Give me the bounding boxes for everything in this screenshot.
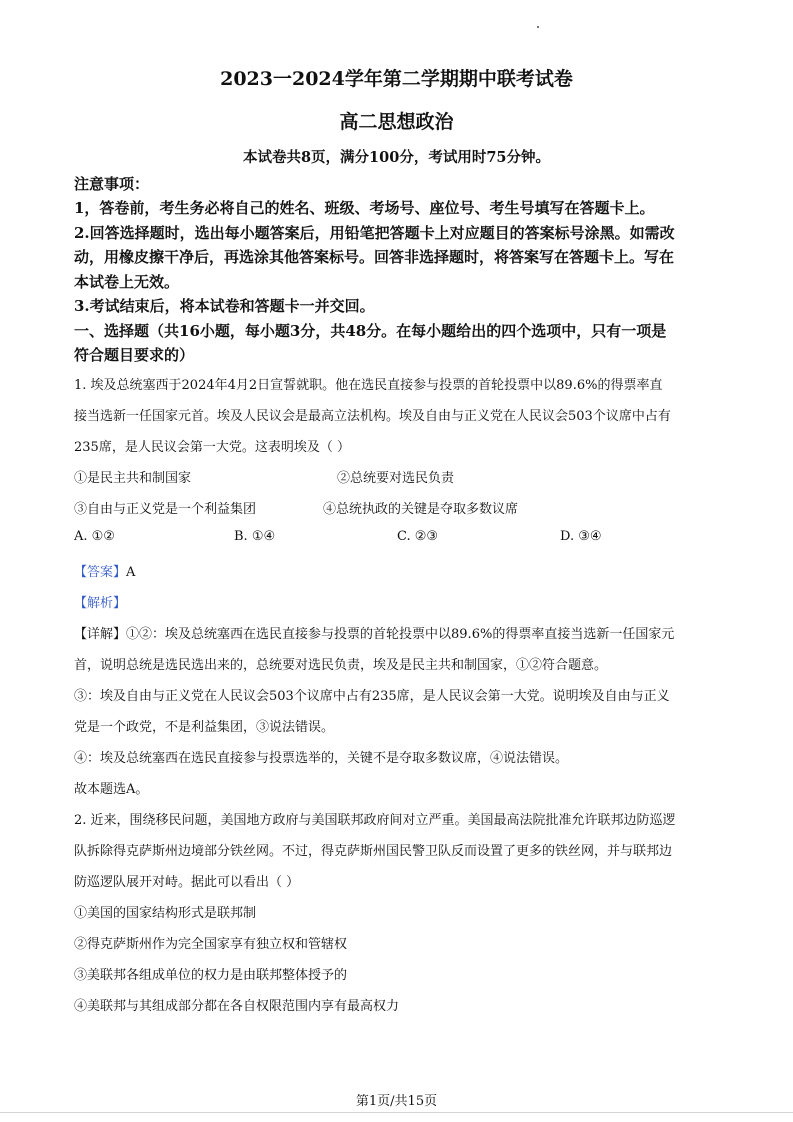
notice-line: 1，答卷前，考生务必将自己的姓名、班级、考场号、座位号、考生号填写在答题卡上。 bbox=[74, 199, 655, 217]
notice-line: 动，用橡皮擦干净后，再选涂其他答案标号。回答非选择题时，将答案写在答题卡上。写在 bbox=[74, 248, 675, 266]
detail-line: 首，说明总统是选民选出来的，总统要对选民负责，埃及是民主共和制国家，①②符合题意。 bbox=[74, 658, 608, 673]
statement-option: ④总统执政的关键是夺取多数议席 bbox=[323, 502, 519, 517]
exam-info: 本试卷共8页，满分100分，考试用时75分钟。 bbox=[242, 149, 551, 166]
exam-title: 2023一2024学年第二学期期中联考试卷 bbox=[220, 68, 573, 90]
choice-d: D. ③④ bbox=[560, 529, 602, 544]
statement-option: ①美国的国家结构形式是联邦制 bbox=[74, 906, 257, 921]
notice-line: 2.回答选择题时，选出每小题答案后，用铅笔把答题卡上对应题目的答案标号涂黑。如需改 bbox=[74, 224, 675, 242]
notice-heading: 注意事项： bbox=[74, 175, 150, 193]
detail-text: ①②：埃及总统塞西在选民直接参与投票的首轮投票中以89.6%的得票率直接当选新一任国家元 bbox=[126, 627, 675, 642]
statement-option: ③美联邦各组成单位的权力是由联邦整体授予的 bbox=[74, 968, 348, 983]
detail-line: ③：埃及自由与正义党在人民议会503个议席中占有235席，是人民议会第一大党。说明埃及自由与正义 bbox=[74, 689, 670, 704]
answer-value: A bbox=[126, 565, 136, 580]
question-text: 队拆除得克萨斯州边境部分铁丝网。不过，得克萨斯州国民警卫队反而设置了更多的铁丝网，并与联邦边 bbox=[74, 844, 673, 859]
question-text: 1. 埃及总统塞西于2024年4月2日宣誓就职。他在选民直接参与投票的首轮投票中以89.6%的得票率直 bbox=[74, 378, 663, 393]
answer-tag: 【答案】 bbox=[74, 565, 127, 580]
detail-line: 故本题选A。 bbox=[74, 782, 149, 797]
detail-line: ④：埃及总统塞西在选民直接参与投票选举的，关键不是夺取多数议席，④说法错误。 bbox=[74, 751, 569, 766]
section-heading: 一、选择题（共16小题，每小题3分，共48分。在每小题给出的四个选项中，只有一项是 bbox=[74, 322, 667, 340]
detail-line bbox=[74, 623, 674, 642]
detail-tag: 【详解】 bbox=[74, 627, 127, 642]
question-text: 235席，是人民议会第一大党。这表明埃及（ ） bbox=[74, 440, 350, 455]
choice-a: A. ①② bbox=[74, 529, 115, 544]
statement-option: ②得克萨斯州作为完全国家享有独立权和管辖权 bbox=[74, 937, 348, 952]
statement-option: ①是民主共和制国家 bbox=[74, 471, 192, 486]
notice-line: 3.考试结束后，将本试卷和答题卡一并交回。 bbox=[74, 297, 375, 315]
statement-option: ③自由与正义党是一个利益集团 bbox=[74, 502, 257, 517]
question-text: 2. 近来，围绕移民问题，美国地方政府与美国联邦政府间对立严重。美国最高法院批准允许联邦边防巡逻 bbox=[74, 813, 676, 828]
statement-option: ②总统要对选民负责 bbox=[337, 471, 455, 486]
question-text: 接当选新一任国家元首。埃及人民议会是最高立法机构。埃及自由与正义党在人民议会503个议席中占有 bbox=[74, 409, 671, 424]
subject-title: 高二思想政治 bbox=[339, 111, 454, 133]
page-number: 第1页/共15页 bbox=[355, 1094, 438, 1109]
statement-option: ④美联邦与其组成部分都在各自权限范围内享有最高权力 bbox=[74, 999, 400, 1014]
answer-line bbox=[74, 561, 135, 580]
analysis-tag: 【解析】 bbox=[74, 596, 127, 611]
footer-divider bbox=[0, 1112, 793, 1113]
speck-mark bbox=[537, 26, 539, 28]
notice-line: 本试卷上无效。 bbox=[74, 273, 180, 291]
question-text: 防巡逻队展开对峙。据此可以看出（ ） bbox=[74, 875, 300, 890]
section-heading: 符合题目要求的） bbox=[74, 346, 195, 364]
choice-b: B. ①④ bbox=[234, 529, 276, 544]
detail-line: 党是一个政党，不是利益集团，③说法错误。 bbox=[74, 720, 335, 735]
choice-c: C. ②③ bbox=[397, 529, 439, 544]
